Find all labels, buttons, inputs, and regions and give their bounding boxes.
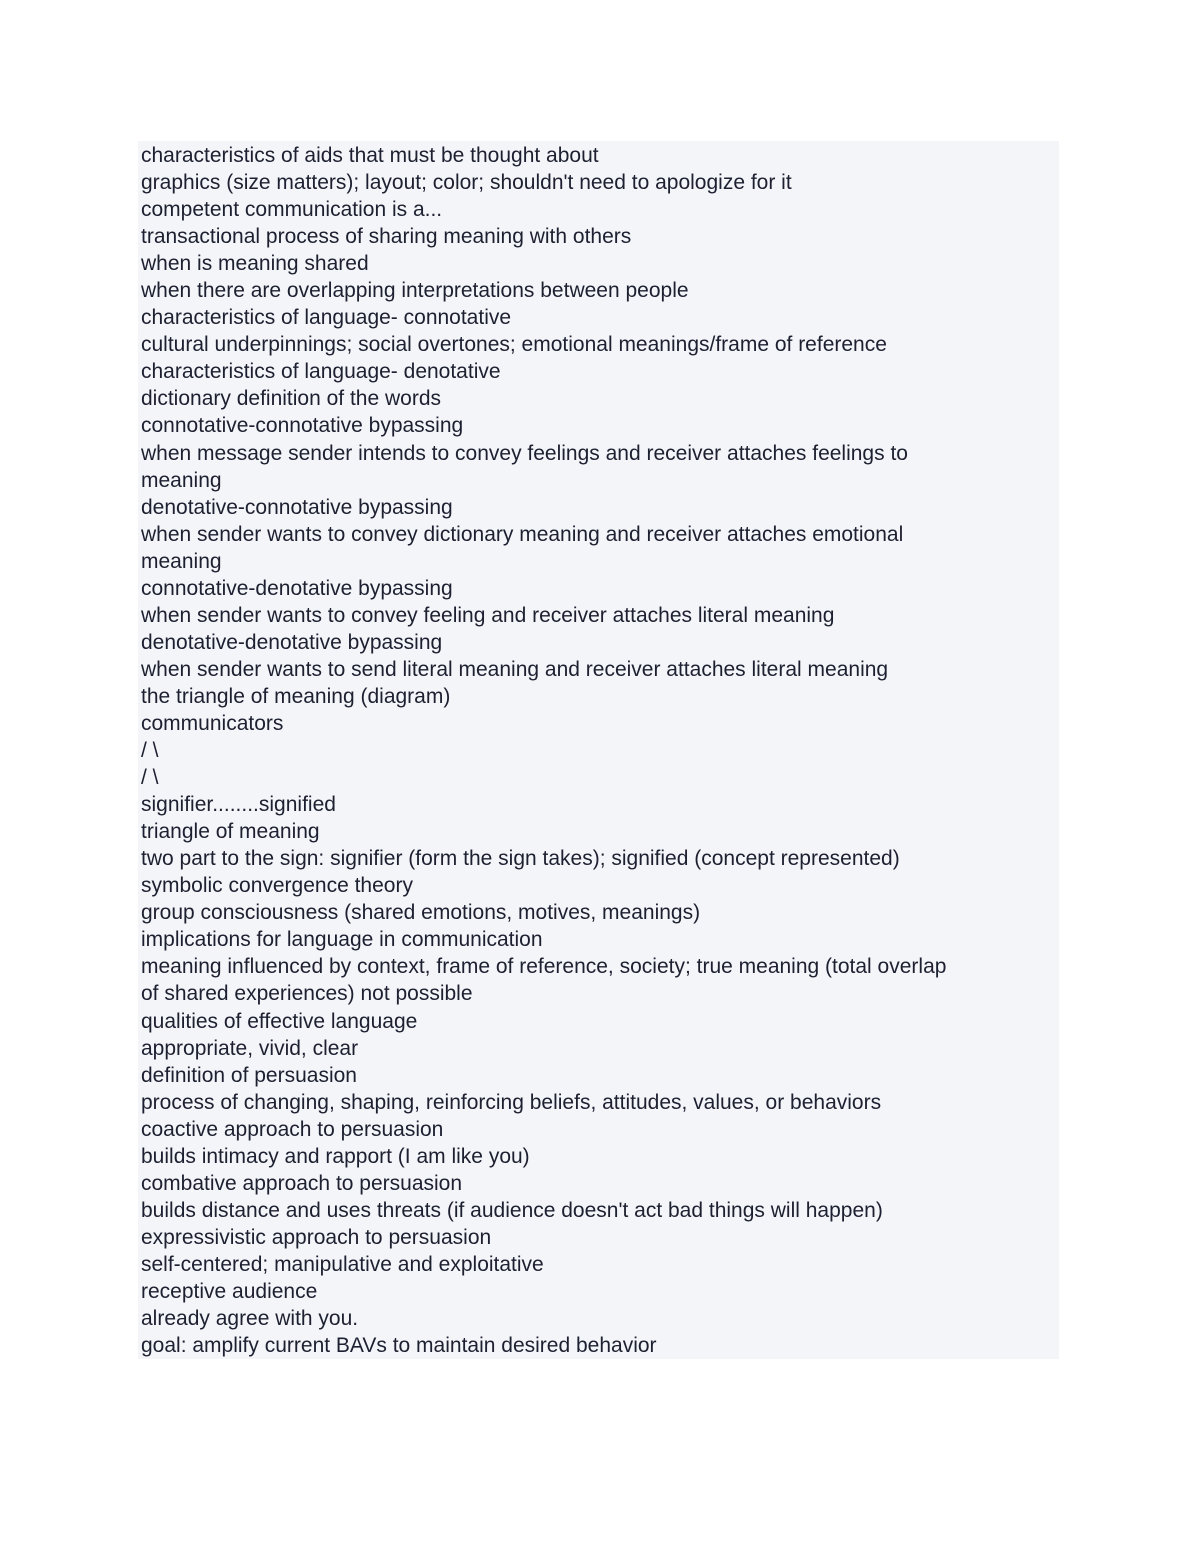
text-line: triangle of meaning [141, 820, 320, 844]
text-line: cultural underpinnings; social overtones; emotional meanings/frame of reference [141, 333, 887, 357]
text-line: implications for language in communication [141, 928, 543, 952]
text-line: receptive audience [141, 1279, 318, 1303]
text-line: two part to the sign: signifier (form the sign takes); signified (concept represented) [141, 847, 900, 871]
text-line: denotative-denotative bypassing [141, 630, 443, 654]
text-line: group consciousness (shared emotions, motives, meanings) [141, 901, 701, 925]
text-line: / \ [141, 766, 159, 790]
text-line: characteristics of language- denotative [141, 360, 501, 384]
text-line: denotative-connotative bypassing [141, 495, 453, 519]
text-line: expressivistic approach to persuasion [141, 1225, 492, 1249]
text-line: process of changing, shaping, reinforcing beliefs, attitudes, values, or behaviors [141, 1090, 882, 1114]
text-line: meaning influenced by context, frame of reference, society; true meaning (total overlap [141, 955, 947, 979]
text-line: qualities of effective language [141, 1009, 418, 1033]
text-line: symbolic convergence theory [141, 874, 413, 898]
text-line: graphics (size matters); layout; color; shouldn't need to apologize for it [141, 171, 792, 195]
text-line: when sender wants to convey feeling and receiver attaches literal meaning [141, 603, 835, 627]
text-line: transactional process of sharing meaning with others [141, 225, 632, 249]
text-line: goal: amplify current BAVs to maintain desired behavior [141, 1334, 657, 1358]
text-line: self-centered; manipulative and exploitative [141, 1252, 544, 1276]
text-line: / \ [141, 739, 159, 763]
study-notes-text [138, 141, 1059, 1359]
text-line: when there are overlapping interpretations between people [141, 279, 689, 303]
text-line: coactive approach to persuasion [141, 1117, 444, 1141]
text-line: competent communication is a... [141, 198, 443, 222]
text-line: connotative-connotative bypassing [141, 414, 464, 438]
text-line: already agree with you. [141, 1307, 359, 1331]
text-line: the triangle of meaning (diagram) [141, 684, 451, 708]
text-line: combative approach to persuasion [141, 1171, 463, 1195]
text-line: when is meaning shared [141, 252, 369, 276]
text-line: builds distance and uses threats (if audience doesn't act bad things will happen) [141, 1198, 883, 1222]
text-line: dictionary definition of the words [141, 387, 441, 411]
text-line: appropriate, vivid, clear [141, 1036, 359, 1060]
text-line: signifier........signified [141, 793, 336, 817]
text-line: meaning [141, 468, 222, 492]
text-line: characteristics of aids that must be thought about [141, 144, 599, 167]
text-line: characteristics of language- connotative [141, 306, 512, 330]
text-line: when sender wants to send literal meaning and receiver attaches literal meaning [141, 657, 889, 681]
text-line: meaning [141, 549, 222, 573]
text-line: when message sender intends to convey feelings and receiver attaches feelings to [141, 441, 908, 465]
text-line: builds intimacy and rapport (I am like you) [141, 1144, 530, 1168]
text-line: connotative-denotative bypassing [141, 576, 453, 600]
text-line: of shared experiences) not possible [141, 982, 473, 1006]
text-line: definition of persuasion [141, 1063, 357, 1087]
text-line: when sender wants to convey dictionary meaning and receiver attaches emotional [141, 522, 904, 546]
text-line: communicators [141, 711, 284, 735]
